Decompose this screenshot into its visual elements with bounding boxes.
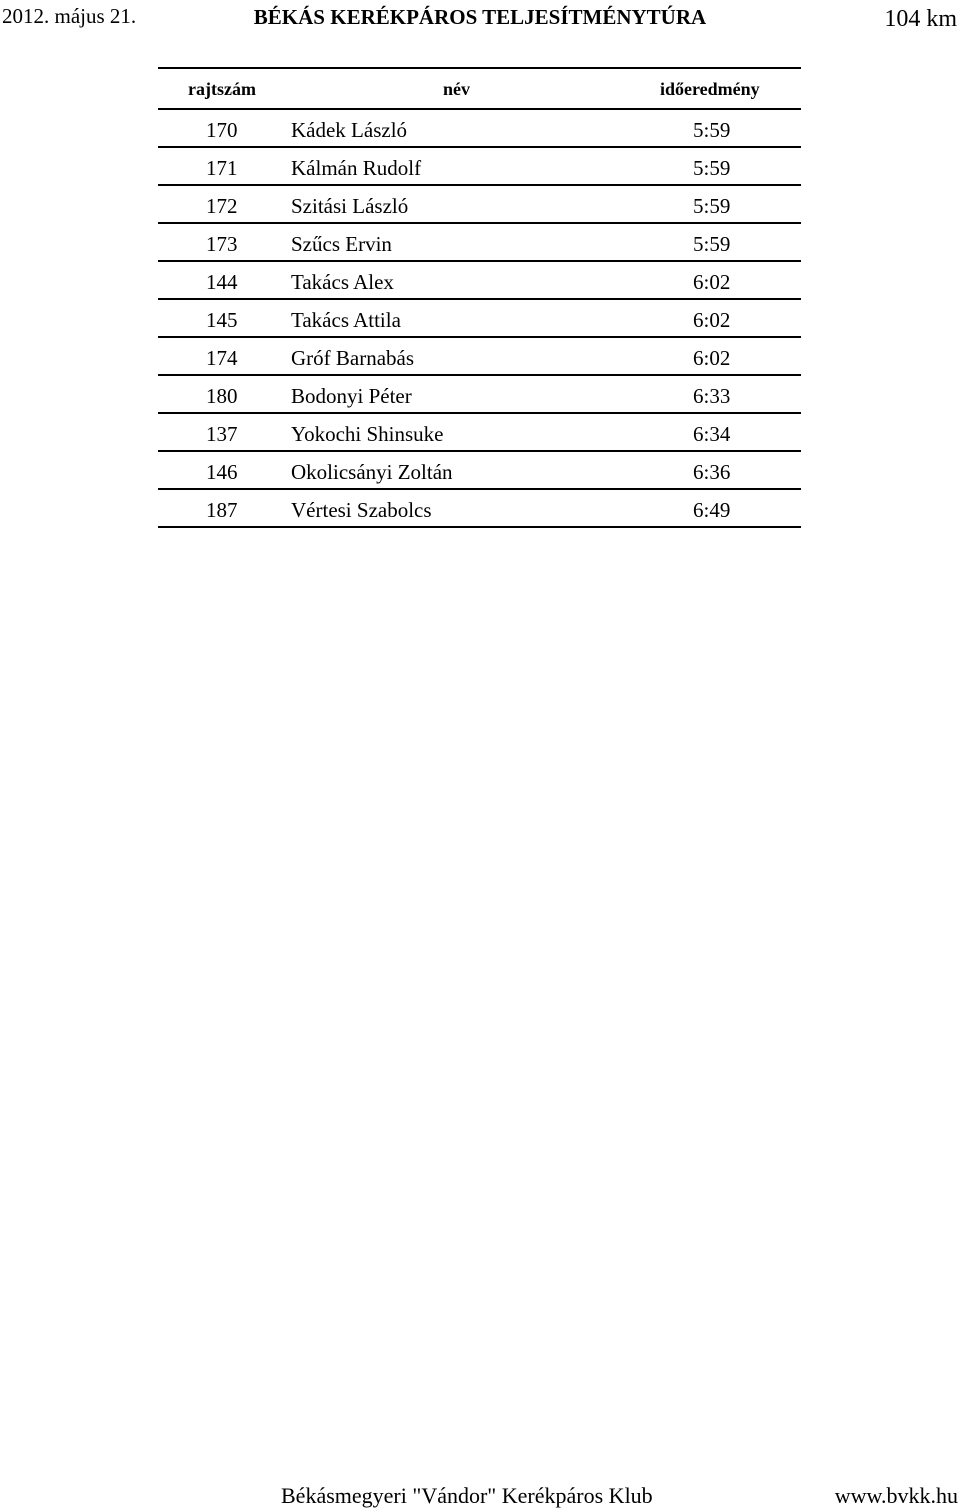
column-header-bib: rajtszám <box>188 79 256 99</box>
table-row <box>158 490 801 528</box>
name-cell: Szitási László <box>291 194 409 218</box>
footer-website: www.bvkk.hu <box>834 1483 958 1508</box>
time-cell: 5:59 <box>693 232 731 256</box>
bib-cell: 145 <box>206 308 238 332</box>
time-cell: 6:49 <box>693 498 731 522</box>
bib-cell: 144 <box>206 270 238 294</box>
bib-cell: 137 <box>206 422 238 446</box>
time-cell: 5:59 <box>693 118 731 142</box>
time-cell: 5:59 <box>693 156 731 180</box>
table-row <box>158 414 801 452</box>
bib-cell: 171 <box>206 156 238 180</box>
name-cell: Szűcs Ervin <box>291 232 392 256</box>
column-header-name: név <box>443 79 470 99</box>
table-row <box>158 262 801 300</box>
name-cell: Takács Attila <box>291 308 401 332</box>
time-cell: 6:36 <box>693 460 731 484</box>
table-row <box>158 376 801 414</box>
name-cell: Bodonyi Péter <box>291 384 412 408</box>
results-table <box>158 67 801 528</box>
bib-cell: 180 <box>206 384 238 408</box>
time-cell: 6:02 <box>693 308 731 332</box>
footer-club-name: Békásmegyeri "Vándor" Kerékpáros Klub <box>281 1483 653 1508</box>
name-cell: Yokochi Shinsuke <box>291 422 444 446</box>
event-title: BÉKÁS KERÉKPÁROS TELJESÍTMÉNYTÚRA <box>253 5 707 29</box>
table-row <box>158 148 801 186</box>
name-cell: Kádek László <box>291 118 408 142</box>
name-cell: Takács Alex <box>291 270 394 294</box>
bib-cell: 173 <box>206 232 238 256</box>
name-cell: Kálmán Rudolf <box>291 156 422 180</box>
table-row <box>158 300 801 338</box>
name-cell: Okolicsányi Zoltán <box>291 460 453 484</box>
table-row <box>158 452 801 490</box>
bib-cell: 172 <box>206 194 238 218</box>
table-header-row <box>158 69 801 110</box>
time-cell: 6:33 <box>693 384 731 408</box>
time-cell: 5:59 <box>693 194 731 218</box>
column-header-time: időeredmény <box>660 79 760 99</box>
table-body <box>158 110 801 528</box>
bib-cell: 170 <box>206 118 238 142</box>
name-cell: Gróf Barnabás <box>291 346 415 370</box>
name-cell: Vértesi Szabolcs <box>291 498 432 522</box>
time-cell: 6:02 <box>693 270 731 294</box>
event-date: 2012. május 21. <box>2 4 137 28</box>
event-distance: 104 km <box>884 6 957 32</box>
table-row <box>158 338 801 376</box>
time-cell: 6:02 <box>693 346 731 370</box>
table-row <box>158 110 801 148</box>
table-row <box>158 186 801 224</box>
bib-cell: 174 <box>206 346 238 370</box>
bib-cell: 146 <box>206 460 238 484</box>
time-cell: 6:34 <box>693 422 731 446</box>
bib-cell: 187 <box>206 498 238 522</box>
table-row <box>158 224 801 262</box>
